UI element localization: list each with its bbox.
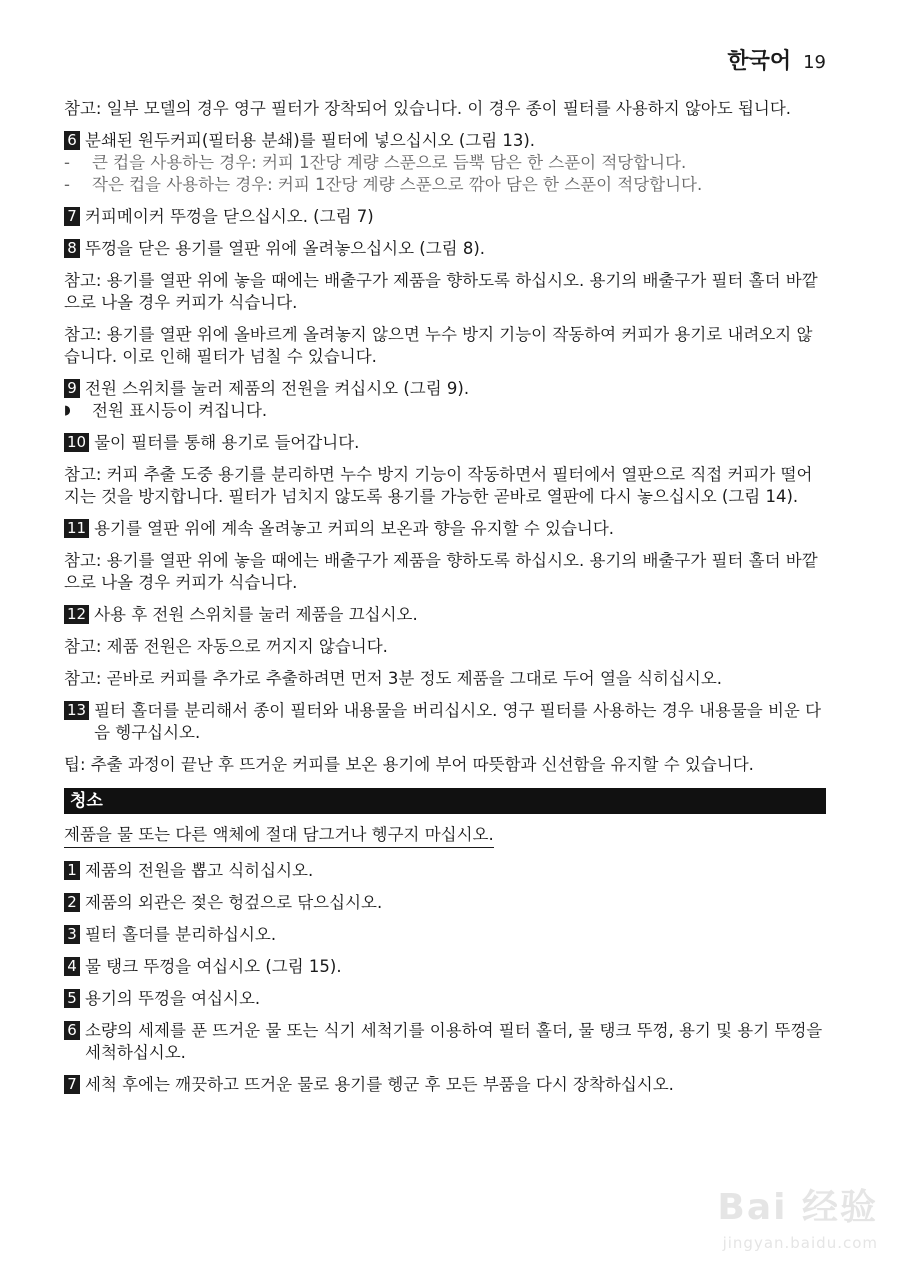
step-number-badge: 2 [64,893,80,912]
watermark-logo: Bai 经验 [717,1187,878,1228]
step-number-badge: 1 [64,861,80,880]
cleaning-step-4 [64,956,826,978]
step-number-badge: 6 [64,131,80,150]
step-number-badge: 10 [64,433,89,452]
note-remove-jug: 참고: 커피 추출 도중 용기를 분리하면 누수 방지 기능이 작동하면서 필터에서 열판으로 직접 커피가 떨어지는 것을 방지합니다. 필터가 넘치지 않도록 용기를 가능한 곧바로 열판에 다시 놓으십시오 (그림 14). [64,465,813,506]
step-number-badge: 5 [64,989,80,1008]
step-number-badge: 9 [64,379,80,398]
step-text: 제품의 외관은 젖은 헝겊으로 닦으십시오. [85,893,383,912]
note-spout-repeat: 참고: 용기를 열판 위에 놓을 때에는 배출구가 제품을 향하도록 하십시오. 용기의 배출구가 필터 홀더 바깥으로 나올 경우 커피가 식습니다. [64,551,818,592]
step-text: 분쇄된 원두커피(필터용 분쇄)를 필터에 넣으십시오 (그림 13). [85,131,536,150]
note-drip-stop: 참고: 용기를 열판 위에 올바르게 올려놓지 않으면 누수 방지 기능이 작동하여 커피가 용기로 내려오지 않습니다. 이로 인해 필터가 넘칠 수 있습니다. [64,325,813,366]
step-9 [64,378,826,400]
cleaning-step-3 [64,924,826,946]
step-10 [64,432,826,454]
section-title-cleaning: 청소 [64,788,826,814]
step-number-badge: 3 [64,925,80,944]
note-cool-down: 참고: 곧바로 커피를 추가로 추출하려면 먼저 3분 정도 제품을 그대로 두어 열을 식히십시오. [64,669,723,688]
step-number-badge: 12 [64,605,89,624]
note-permanent-filter: 참고: 일부 모델의 경우 영구 필터가 장착되어 있습니다. 이 경우 종이 필터를 사용하지 않아도 됩니다. [64,99,792,118]
tip-keep-warm: 팁: 추출 과정이 끝난 후 뜨거운 커피를 보온 용기에 부어 따뜻함과 신선함을 유지할 수 있습니다. [64,755,754,774]
sub-item-text: 작은 컵을 사용하는 경우: 커피 1잔당 계량 스푼으로 깎아 담은 한 스푼이 적당합니다. [92,175,703,194]
step-text: 필터 홀더를 분리해서 종이 필터와 내용물을 버리십시오. 영구 필터를 사용하는 경우 내용물을 비운 다음 헹구십시오. [94,701,822,742]
step-number-badge: 7 [64,1075,80,1094]
step-text: 전원 스위치를 눌러 제품의 전원을 켜십시오 (그림 9). [85,379,470,398]
step-13 [64,700,826,744]
step-text: 커피메이커 뚜껑을 닫으십시오. (그림 7) [85,207,374,226]
page-header [727,44,826,75]
dash-icon: - [64,175,70,194]
cleaning-step-1 [64,860,826,882]
step-text: 세척 후에는 깨끗하고 뜨거운 물로 용기를 헹군 후 모든 부품을 다시 장착하십시오. [85,1075,674,1094]
cleaning-step-5 [64,988,826,1010]
cleaning-step-2 [64,892,826,914]
step-text: 물 탱크 뚜껑을 여십시오 (그림 15). [85,957,342,976]
watermark-url: jingyan.baidu.com [722,1234,878,1252]
step-text: 용기를 열판 위에 계속 올려놓고 커피의 보온과 향을 유지할 수 있습니다. [94,519,615,538]
step-text: 제품의 전원을 뽑고 식히십시오. [85,861,314,880]
step-text: 사용 후 전원 스위치를 눌러 제품을 끄십시오. [94,605,418,624]
cleaning-step-6 [64,1020,826,1064]
step-6-sub-small-cup [64,174,826,196]
step-9-result [64,400,826,422]
page-number: 19 [803,52,826,73]
step-number-badge: 7 [64,207,80,226]
step-number-badge: 13 [64,701,89,720]
step-6-sub-large-cup [64,152,826,174]
step-text: 필터 홀더를 분리하십시오. [85,925,277,944]
cleaning-step-7 [64,1074,826,1096]
step-6 [64,130,826,152]
language-label: 한국어 [727,49,792,74]
step-11 [64,518,826,540]
step-7 [64,206,826,228]
cleaning-warning: 제품을 물 또는 다른 액체에 절대 담그거나 헹구지 마십시오. [64,824,494,848]
sub-item-text: 큰 컵을 사용하는 경우: 커피 1잔당 계량 스푼으로 듬뿍 담은 한 스푼이 적당합니다. [92,153,687,172]
step-text: 뚜껑을 닫은 용기를 열판 위에 올려놓으십시오 (그림 8). [85,239,486,258]
instructions-section [64,98,826,1106]
step-number-badge: 11 [64,519,89,538]
dash-icon: - [64,153,70,172]
note-spout: 참고: 용기를 열판 위에 놓을 때에는 배출구가 제품을 향하도록 하십시오. 용기의 배출구가 필터 홀더 바깥으로 나올 경우 커피가 식습니다. [64,271,818,312]
step-8 [64,238,826,260]
step-number-badge: 6 [64,1021,80,1040]
result-text: 전원 표시등이 켜집니다. [92,401,268,420]
step-12 [64,604,826,626]
step-text: 물이 필터를 통해 용기로 들어갑니다. [94,433,360,452]
step-text: 소량의 세제를 푼 뜨거운 물 또는 식기 세척기를 이용하여 필터 홀더, 물 탱크 뚜껑, 용기 및 용기 뚜껑을 세척하십시오. [85,1021,823,1062]
step-number-badge: 8 [64,239,80,258]
result-arrow-icon: ◗ [64,403,71,418]
step-text: 용기의 뚜껑을 여십시오. [85,989,261,1008]
step-number-badge: 4 [64,957,80,976]
note-auto-off: 참고: 제품 전원은 자동으로 꺼지지 않습니다. [64,637,388,656]
